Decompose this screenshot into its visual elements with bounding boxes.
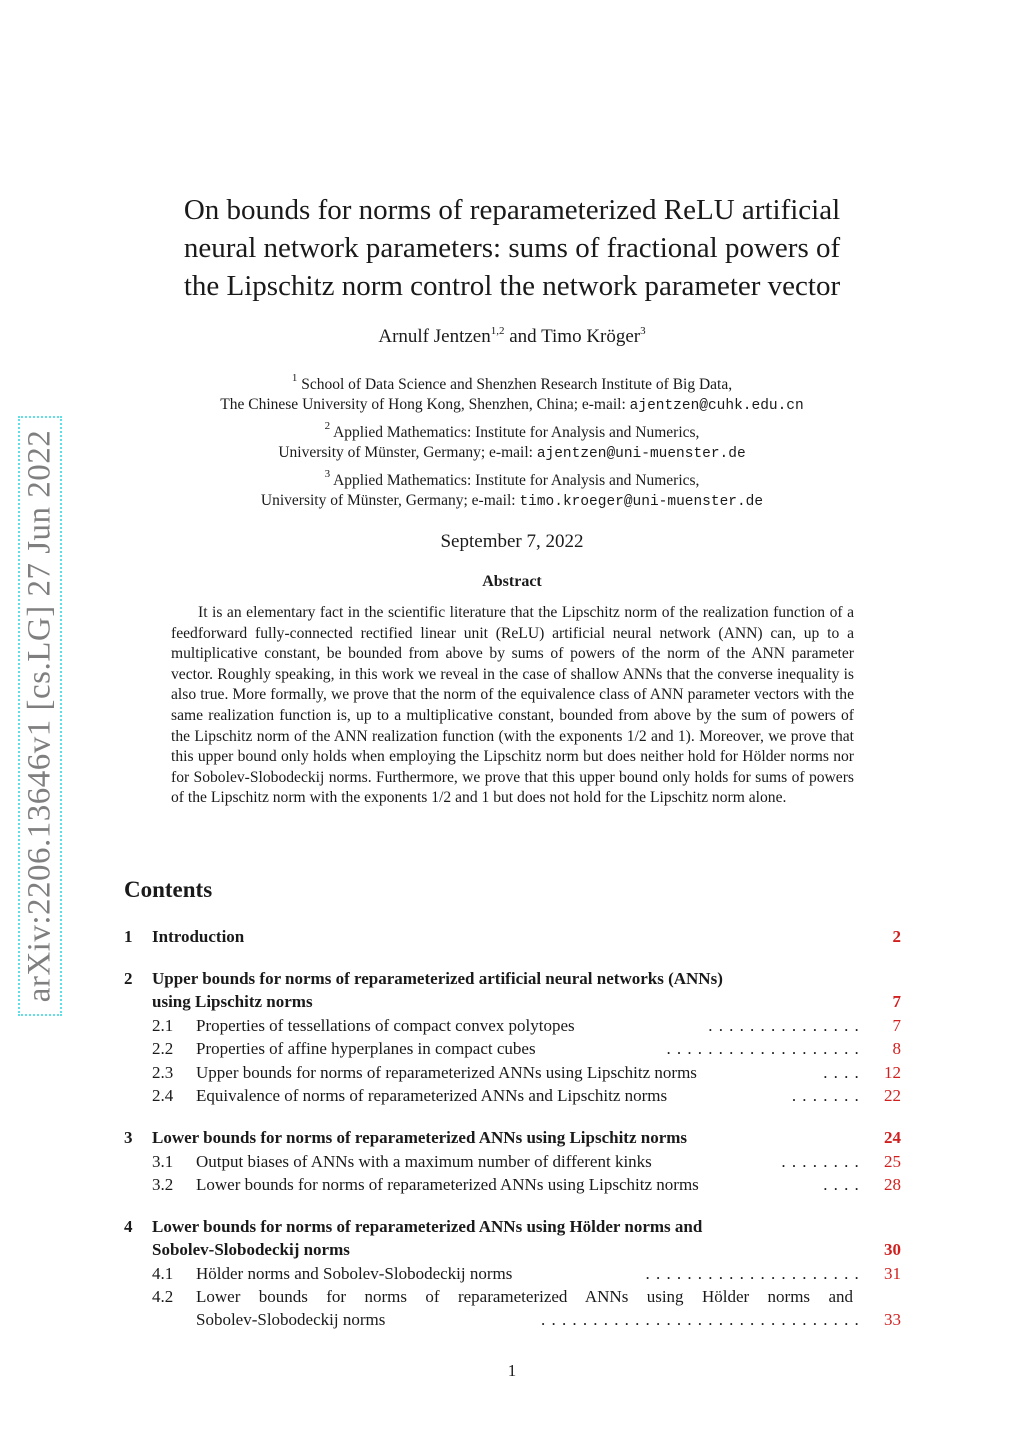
author-1-affil: 1,2 — [490, 325, 505, 337]
affiliation-line: Applied Mathematics: Institute for Analysis and Numerics, — [330, 472, 700, 489]
page-link[interactable]: 22 — [884, 1086, 901, 1105]
subsection-title: Lower bounds for norms of reparameterized ANNs using Hölder norms and — [196, 1287, 853, 1306]
affiliation-line: University of Münster, Germany; e-mail: — [260, 491, 520, 509]
page-number: 1 — [507, 1361, 517, 1380]
email-link[interactable]: ajentzen@cuhk.edu.cn — [629, 397, 804, 414]
page-link[interactable]: 7 — [892, 1016, 901, 1035]
arxiv-stamp: arXiv:2206.13646v1 [cs.LG] 27 Jun 2022 — [21, 429, 58, 1003]
affiliation-3 — [0, 468, 1024, 512]
subsection-title: Properties of affine hyperplanes in compact cubes — [196, 1039, 536, 1058]
page-link[interactable]: 12 — [884, 1063, 901, 1082]
section-number: 4 — [124, 1217, 133, 1236]
subsection-number: 2.4 — [152, 1086, 174, 1105]
section-title: Introduction — [152, 927, 245, 946]
section-title: Sobolev-Slobodeckij norms — [152, 1240, 350, 1259]
subsection-title: Upper bounds for norms of reparameterized ANNs using Lipschitz norms — [196, 1063, 697, 1082]
subsection-number: 2.3 — [152, 1063, 174, 1082]
leader-dots: .... — [823, 1175, 865, 1194]
paper-date: September 7, 2022 — [440, 531, 584, 552]
page-link[interactable]: 8 — [892, 1039, 901, 1058]
subsection-number: 2.1 — [152, 1016, 174, 1035]
affiliation-2 — [0, 420, 1024, 464]
page-link[interactable]: 24 — [884, 1128, 901, 1147]
title-line-2: neural network parameters: sums of fractional powers of — [183, 232, 841, 264]
leader-dots: ........ — [781, 1152, 865, 1171]
affiliation-line: School of Data Science and Shenzhen Research Institute of Big Data, — [297, 376, 733, 393]
section-title: Lower bounds for norms of reparameterized ANNs using Lipschitz norms — [152, 1128, 688, 1147]
leader-dots: ................... — [666, 1039, 865, 1058]
section-number: 2 — [124, 969, 133, 988]
abstract-text: It is an elementary fact in the scientific literature that the Lipschitz norm of the realization function of a feedforward fully-connected rectified linear unit (ReLU) artificial neural network (ANN) can, up to a multiplicative constant, be bounded from above by sums of powers of the norm of the ANN parameter vector. Roughly speaking, in this work we reveal in the case of shallow ANNs that the converse inequality is also true. More formally, we prove that the norm of the equivalence class of ANN parameter vectors with the same realization function is, up to a multiplicative constant, bounded from above by the sum of powers of the Lipschitz norm of the ANN realization function (with the exponents 1/2 and 1). Moreover, we prove that this upper bound only holds when employing the Lipschitz norm but does neither hold for Hölder norms nor for Sobolev-Slobodeckij norms. Furthermore, we prove that this upper bound only holds for sums of powers of the Lipschitz norm with the exponents 1/2 and 1 but does not hold for the Lipschitz norm alone. — [171, 604, 854, 807]
author-sep: and — [504, 326, 542, 347]
authors — [0, 326, 1024, 348]
author-1: Arnulf Jentzen — [378, 326, 491, 347]
subsection-title: Lower bounds for norms of reparameterized ANNs using Lipschitz norms — [196, 1175, 699, 1194]
subsection-title: Output biases of ANNs with a maximum number of different kinks — [196, 1152, 652, 1171]
author-2-affil: 3 — [640, 325, 646, 337]
leader-dots: ..................... — [645, 1264, 865, 1283]
abstract-heading: Abstract — [482, 573, 542, 590]
section-title: Upper bounds for norms of reparameterized artificial neural networks (ANNs) — [152, 969, 723, 988]
page-link[interactable]: 33 — [884, 1310, 901, 1329]
title-line-1: On bounds for norms of reparameterized ReLU artificial — [183, 194, 841, 226]
page-link[interactable]: 30 — [884, 1240, 901, 1259]
email-link[interactable]: timo.kroeger@uni-muenster.de — [519, 493, 764, 510]
subsection-title: Equivalence of norms of reparameterized ANNs and Lipschitz norms — [196, 1086, 668, 1105]
page-link[interactable]: 7 — [892, 992, 901, 1011]
leader-dots: ............... — [708, 1016, 865, 1035]
page-link[interactable]: 25 — [884, 1152, 901, 1171]
affiliation-1 — [0, 372, 1024, 416]
subsection-number: 4.1 — [152, 1264, 174, 1283]
section-title: using Lipschitz norms — [152, 992, 313, 1011]
leader-dots: ....... — [791, 1086, 865, 1105]
leader-dots: ............................... — [541, 1310, 865, 1329]
section-number: 3 — [124, 1128, 133, 1147]
section-title: Lower bounds for norms of reparameterized ANNs using Hölder norms and — [152, 1217, 703, 1236]
affiliation-line: The Chinese University of Hong Kong, Shenzhen, China; e-mail: — [220, 395, 630, 413]
subsection-number: 3.2 — [152, 1175, 174, 1194]
affiliation-line: Applied Mathematics: Institute for Analysis and Numerics, — [330, 424, 700, 441]
page-link[interactable]: 28 — [884, 1175, 901, 1194]
section-number: 1 — [124, 927, 133, 946]
affiliation-mark: 3 — [324, 468, 331, 480]
subsection-number: 2.2 — [152, 1039, 174, 1058]
subsection-title: Hölder norms and Sobolev-Slobodeckij norms — [196, 1264, 513, 1283]
email-link[interactable]: ajentzen@uni-muenster.de — [536, 445, 746, 462]
affiliation-mark: 2 — [324, 420, 331, 432]
affiliation-line: University of Münster, Germany; e-mail: — [278, 443, 537, 461]
subsection-number: 4.2 — [152, 1287, 174, 1306]
paper-title — [0, 191, 1024, 305]
subsection-title: Properties of tessellations of compact convex polytopes — [196, 1016, 575, 1035]
page-link[interactable]: 31 — [884, 1264, 901, 1283]
subsection-number: 3.1 — [152, 1152, 174, 1171]
subsection-title: Sobolev-Slobodeckij norms — [196, 1310, 386, 1329]
contents-heading: Contents — [124, 877, 213, 902]
author-2: Timo Kröger — [541, 326, 641, 347]
page-link[interactable]: 2 — [892, 927, 901, 946]
affiliation-mark: 1 — [291, 372, 298, 384]
title-line-3: the Lipschitz norm control the network parameter vector — [183, 270, 841, 302]
leader-dots: .... — [823, 1063, 865, 1082]
